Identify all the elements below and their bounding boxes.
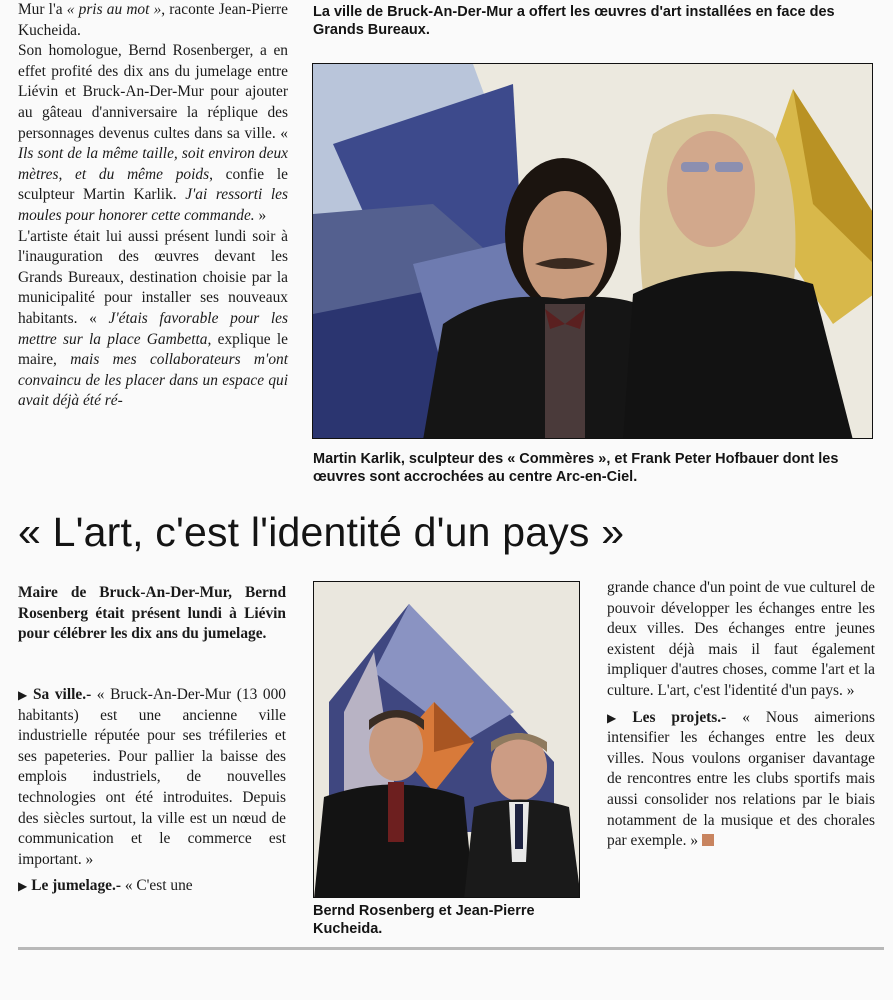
text-run: Mur l'a bbox=[18, 1, 67, 18]
section-heading: Les projets.- bbox=[632, 708, 727, 726]
italic-quote: mais mes collaborateurs m'ont convaincu de les placer dans un espace qui avait déjà été ré- bbox=[18, 351, 288, 410]
article-headline: « L'art, c'est l'identité d'un pays » bbox=[18, 509, 625, 555]
end-of-article-icon bbox=[702, 834, 714, 846]
photo-caption-karlik-hofbauer: Martin Karlik, sculpteur des « Commères », et Frank Peter Hofbauer dont les œuvres sont accrochées au centre Arc-en-Ciel. bbox=[313, 451, 839, 485]
section-text: « C'est une bbox=[121, 877, 193, 895]
photo-illustration bbox=[313, 64, 873, 439]
bottom-divider bbox=[18, 947, 884, 950]
section-ville bbox=[18, 685, 286, 870]
section-text: « Nous aimerions intensifier les échanges entre les deux villes. Nous voulons organiser davantage de rencontres entre les clubs sportifs mais aussi consolider nos relations par le biais notamment de la musique et des chorales par exemple. » bbox=[607, 708, 875, 850]
section-heading: Sa ville.- bbox=[33, 686, 92, 703]
text-run: , raconte Jean-Pierre Kucheida. bbox=[18, 1, 288, 39]
photo-mayors bbox=[313, 581, 580, 898]
section-jumelage bbox=[18, 876, 286, 897]
paragraph: grande chance d'un point de vue culturel de pouvoir développer les échanges entre les deux villes. Des échanges entre jeunes existent déjà mais il faut également impliquer d'autres choses, comme l'art et la culture. L'art, c'est l'identité d'un pays. » bbox=[607, 579, 875, 699]
article-column-bottom-right bbox=[607, 578, 875, 852]
text-run: Son homologue, Bernd Rosenberger, a en effet profité des dix ans du jumelage entre Liévin et Bruck-An-Der-Mur pour ajouter au gâteau d'anniversaire la réplique des personnages devenus cultes dans sa ville. « bbox=[18, 42, 288, 142]
triangle-bullet-icon: ▶ bbox=[607, 710, 629, 725]
paragraph bbox=[18, 0, 288, 41]
text-run: » bbox=[254, 206, 267, 224]
photo-caption-rosenberg-kucheida: Bernd Rosenberg et Jean-Pierre Kucheida. bbox=[313, 903, 535, 937]
paragraph bbox=[18, 227, 288, 412]
text-run: L'artiste était lui aussi présent lundi soir à l'inauguration des œuvres devant les Grands Bureaux, destination choisie par la municipalité pour installer ses nouveaux habitants. « bbox=[18, 227, 288, 327]
italic-quote: « pris au mot » bbox=[66, 1, 162, 18]
article-intro: Maire de Bruck-An-Der-Mur, Bernd Rosenberg était présent lundi à Liévin pour célébrer les dix ans du jumelage. bbox=[18, 584, 286, 643]
triangle-bullet-icon: ▶ bbox=[18, 688, 29, 702]
text-run: explique le maire, bbox=[18, 330, 288, 369]
paragraph bbox=[18, 41, 288, 226]
section-text: « Bruck-An-Der-Mur (13 000 habitants) est une ancienne ville industrielle réputée pour ses tréfileries et ses papeteries. Pour pallier la baisse des emplois industriels, de nouvelles technologies ont été introduites. Depuis des siècles surtout, la ville est un nœud de communication et le commerce est important. » bbox=[18, 686, 286, 868]
photo-caption-top: La ville de Bruck-An-Der-Mur a offert les œuvres d'art installées en face des Grands Bureaux. bbox=[313, 4, 835, 38]
section-heading: Le jumelage.- bbox=[31, 877, 121, 895]
section-projets bbox=[607, 708, 875, 852]
italic-quote: J'étais favorable pour les mettre sur la place Gambetta, bbox=[18, 309, 288, 348]
article-column-top-left bbox=[18, 0, 288, 412]
photo-sculptor-and-painter bbox=[312, 63, 873, 439]
article-column-bottom-left bbox=[18, 685, 286, 897]
italic-quote: Ils sont de la même taille, soit environ deux mètres, et du même poids bbox=[18, 145, 288, 183]
italic-quote: J'ai ressorti les moules pour honorer cette commande. bbox=[18, 186, 288, 224]
text-run: , confie le sculpteur Martin Karlik. bbox=[18, 165, 288, 204]
triangle-bullet-icon: ▶ bbox=[18, 879, 28, 894]
photo-illustration bbox=[314, 582, 580, 898]
